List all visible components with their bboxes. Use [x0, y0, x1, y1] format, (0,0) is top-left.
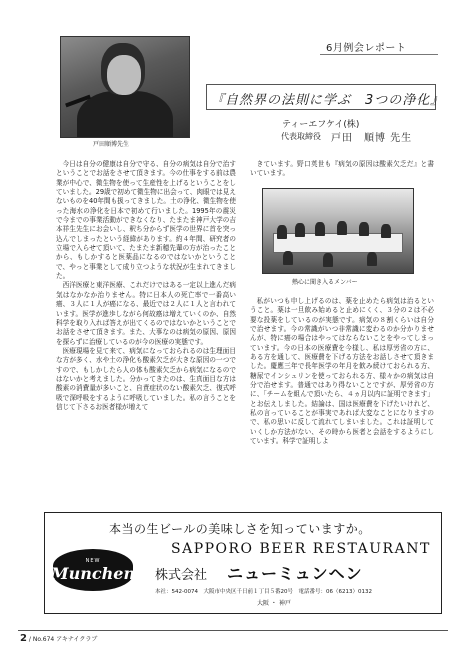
publication-name: アキナイクラブ: [56, 636, 98, 643]
ad-restaurant-name: SAPPORO BEER RESTAURANT: [171, 541, 431, 557]
speaker-body-shape: [77, 91, 173, 138]
attendee-shape: [277, 225, 287, 239]
series-label: 6月例会レポート: [326, 43, 407, 54]
ad-branches: 大阪 ・ 神戸: [257, 600, 291, 607]
header-rule: [320, 54, 438, 55]
attendee-shape: [337, 221, 347, 235]
logo-main-text: Munchen: [50, 563, 136, 583]
attendee-shape: [295, 223, 305, 237]
page-footer: 2 / No.674 アキナイクラブ: [20, 633, 98, 644]
attendee-shape: [359, 222, 369, 236]
ad-address: 本社：542-0074 大阪市中央区千日前１丁目５番20号 電話番号：06（6213）0132: [155, 589, 372, 595]
ad-headline: 本当の生ビールの美味しさを知っていますか。: [109, 522, 371, 536]
attendee-shape: [381, 224, 391, 238]
logo-small-text: NEW: [85, 557, 101, 564]
meeting-photo: [262, 188, 414, 274]
article-title: 『自然界の法則に学ぶ 3つの浄化』: [211, 93, 445, 108]
ad-brand-name: ニューミュンヘン: [227, 564, 363, 583]
speaker-photo: [60, 36, 190, 138]
article-left-column: [56, 160, 236, 508]
speaker-face-shape: [107, 55, 141, 95]
presenter-company: ティーエフケイ(株): [282, 120, 360, 130]
attendee-shape: [323, 253, 333, 267]
attendee-shape: [283, 251, 293, 265]
attendee-shape: [367, 252, 377, 266]
footer-rule: [18, 630, 448, 631]
attendee-shape: [315, 222, 325, 236]
issue-number: No.674: [32, 636, 55, 643]
page-number: 2: [20, 633, 27, 644]
left-paragraph: 医療現場を見て来て、病気になっておられるのは生理面目な方が多く、水や土の浄化も酸素欠乏が大きな原因の一つですので、もしかしたら人の体も酸素欠乏から病気になるのではないかと考えました。分かってきたのは、生真面目な方は酸素の消費量が多いこと、自責症状のない酸素欠乏、復式呼吸で深呼吸をするように呼吸していました。私の言うことを信じて下さるお医者様が増えて: [56, 346, 236, 411]
article-title-box: [206, 84, 445, 110]
advertisement-box: [44, 512, 442, 614]
speaker-photo-caption: 戸田順博先生: [93, 141, 130, 148]
right-paragraph: きています。野口英世も『病気の原因は酸素欠乏だ』と書いています。: [250, 160, 434, 178]
article-right-column-top: [250, 160, 434, 180]
new-munchen-logo: [50, 549, 136, 591]
presenter-name: 戸田 順博 先生: [331, 133, 413, 144]
left-paragraph: 西洋医療と東洋医療、これだけではある一定以上進んだ病気はなかなか治りません。特に日本人の死亡率で一番高い癌、３人に１人が癌になる、最近では２人に１人と言われています。医学が進歩しながら何故癌は増えていくのか、自然科学を取り入れば答えが出てくるのではないかということでお話をさせて頂きます。また、大事なのは病気の原因、原因を探らずに治療しているのが今の医療の実態です。: [56, 281, 236, 346]
ad-company-prefix: 株式会社: [155, 568, 208, 583]
presenter-role: 代表取締役: [281, 132, 321, 141]
left-paragraph: 今日は自分の健康は自分で守る、自分の病気は自分で治すということでお話をさせて頂きます。今の仕事をする前は農業が中心で、微生物を使って生産性を上げるということをしていました。29歳で初めて微生物に出会って、肉眼では見えないものを40年間も扱ってきました。土の浄化、微生物を使った海水の浄化を日本で初めて行いました。1995年の震災で今までの事業活動ができなくなり、たまたま神戸大学の吉本祥生先生にお会いし、釈ち分からず医学の世界に首を突っ込んでしまったという経緯があります。約４年間、研究者の立場で入らせて頂いて、たまたま新穂先輩の方が治ったことから、もしかすると医薬品になるのではないかということで、やっと事業として成り立つような状況が生まれてきました。: [56, 160, 236, 281]
right-paragraph: 私がいつも申し上げるのは、薬を止めたら病気は治るということ。薬は一旦飲み始めると止めにくく、３分の２は不必要な投薬をしているのが実態です。病気の８割くらいは自分で治せます。今の常識がいつ非常識に変わるのか分かりませんが、特に癌の場合はやってはならないことをやってしまっています。今の日本の医療費を今様し、私は厚労省の方に、ある方を通して、医療費を下げる方法をお話しさせて頂きました。慶應三年で長年医学の年月を飲み続けておられる方、糖尿でインシュリンを使っておられる方、様々かの病気は自分で治せます。普通ではあり得ないことですが、厚労省の方に、「チームを組んで頂いたら、４ヵ月以内に証明できます」とお伝えしました。結論は、国は医療費を下げたいけれど、私の言っていることが事実であれば大変なことになりますので、私の思いに反して流れてしまいました。これは証明していくしか方法がない、その時から医者と会話をするようにしています。科学で証明しよ: [250, 297, 434, 446]
meeting-photo-caption: 熱心に聞き入るメンバー: [292, 279, 358, 286]
article-right-column-bottom: [250, 297, 434, 508]
